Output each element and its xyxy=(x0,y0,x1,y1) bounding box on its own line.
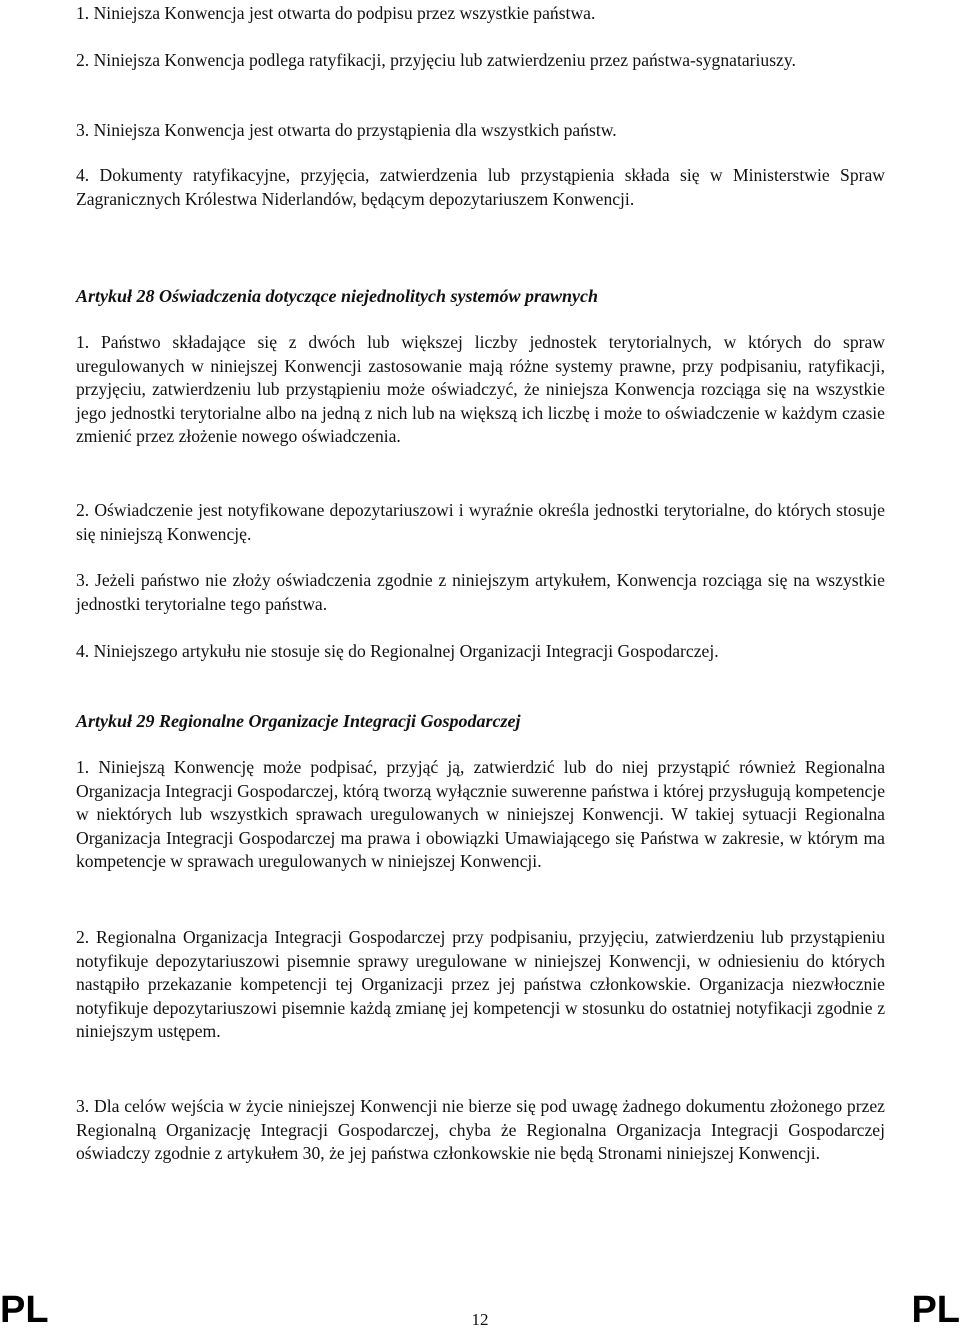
article-29-paragraph-3: 3. Dla celów wejścia w życie niniejszej Konwencji nie bierze się pod uwagę żadnego dokumentu złożonego przez Regionalną Organizację Integracji Gospodarczej, chyba że Regionalna Organizacja Integracji Gospodarczej oświadczy zgodnie z artykułem 30, że jej państwa członkowskie nie będą Stronami niniejszej Konwencji. xyxy=(76,1096,885,1164)
article-28-paragraph-3: 3. Jeżeli państwo nie złoży oświadczenia zgodnie z niniejszym artykułem, Konwencja rozciąga się na wszystkie jednostki terytorialne tego państwa. xyxy=(76,570,885,614)
paragraph-2: 2. Niniejsza Konwencja podlega ratyfikacji, przyjęciu lub zatwierdzeniu przez państwa-sygnatariuszy. xyxy=(76,50,796,70)
article-28-heading: Artykuł 28 Oświadczenia dotyczące niejednolitych systemów prawnych xyxy=(76,286,598,306)
footer-language-code-left: PL xyxy=(0,1289,49,1331)
paragraph-1: 1. Niniejsza Konwencja jest otwarta do podpisu przez wszystkie państwa. xyxy=(76,3,596,23)
paragraph-4: 4. Dokumenty ratyfikacyjne, przyjęcia, zatwierdzenia lub przystąpienia składa się w Ministerstwie Spraw Zagranicznych Królestwa Niderlandów, będącym depozytariuszem Konwencji. xyxy=(76,165,885,209)
footer-language-code-right: PL xyxy=(911,1289,960,1331)
article-29-paragraph-1: 1. Niniejszą Konwencję może podpisać, przyjąć ją, zatwierdzić lub do niej przystąpić również Regionalna Organizacja Integracji Gospodarczej, którą tworzą wyłącznie suwerenne państwa i której przysługują kompetencje w niektórych lub wszystkich sprawach uregulowanych w niniejszej Konwencji. W takiej sytuacji Regionalna Organizacja Integracji Gospodarczej ma prawa i obowiązki Umawiającego się Państwa w zakresie, w którym ma kompetencje w sprawach uregulowanych w niniejszej Konwencji. xyxy=(76,757,885,872)
article-29-paragraph-2: 2. Regionalna Organizacja Integracji Gospodarczej przy podpisaniu, przyjęciu, zatwierdzeniu lub przystąpieniu notyfikuje depozytariuszowi pisemnie sprawy uregulowane w niniejszej Konwencji, w odniesieniu do których nastąpiło przekazanie kompetencji tej Organizacji przez jej państwa członkowskie. Organizacja niezwłocznie notyfikuje depozytariuszowi pisemnie każdą zmianę jej kompetencji w stosunku do ostatniej notyfikacji zgodnie z niniejszym ustępem. xyxy=(76,927,885,1042)
article-28-paragraph-1: 1. Państwo składające się z dwóch lub większej liczby jednostek terytorialnych, w których do spraw uregulowanych w niniejszej Konwencji zastosowanie mają różne systemy prawne, przy podpisaniu, ratyfikacji, przyjęciu, zatwierdzeniu lub przystąpieniu może oświadczyć, że niniejsza Konwencja rozciąga się na wszystkie jego jednostki terytorialne albo na jedną z nich lub na większą ich liczbę i może to oświadczenie w każdym czasie zmienić przez złożenie nowego oświadczenia. xyxy=(76,332,885,447)
page-number: 12 xyxy=(471,1310,489,1329)
article-28-paragraph-2: 2. Oświadczenie jest notyfikowane depozytariuszowi i wyraźnie określa jednostki terytorialne, do których stosuje się niniejszą Konwencję. xyxy=(76,500,885,544)
article-29-heading: Artykuł 29 Regionalne Organizacje Integracji Gospodarczej xyxy=(76,711,521,731)
paragraph-3: 3. Niniejsza Konwencja jest otwarta do przystąpienia dla wszystkich państw. xyxy=(76,120,617,140)
article-28-paragraph-4: 4. Niniejszego artykułu nie stosuje się do Regionalnej Organizacji Integracji Gospodarczej. xyxy=(76,641,719,661)
